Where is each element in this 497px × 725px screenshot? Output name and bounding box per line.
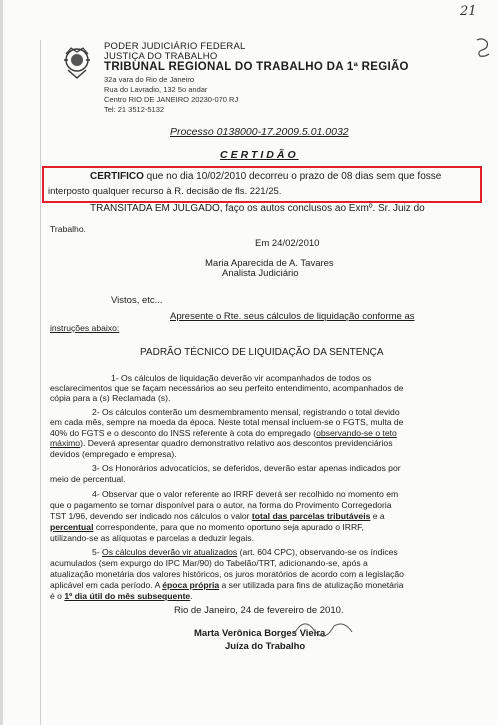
signature-scribble <box>290 612 360 642</box>
header-tribunal: TRIBUNAL REGIONAL DO TRABALHO DA 1ª REGIÃO <box>104 61 409 73</box>
item4-total-tributaveis: total das parcelas tributáveis <box>251 511 371 521</box>
date-line: Em 24/02/2010 <box>255 238 320 249</box>
item5-line5 <box>50 591 193 601</box>
coat-of-arms-emblem <box>62 44 92 80</box>
item5-line4-end: a ser utilizada para fins de atulização monetária <box>219 580 404 590</box>
item2-line2: em cada mês, sempre na moeda da época. Neste total mensal incluem-se o FGTS, multa de <box>50 417 404 427</box>
item3-line2: meio de percentual. <box>50 474 126 484</box>
header-tel: Tel: 21 3512-5132 <box>104 105 165 114</box>
item4-line2: que o pagamento se tornar disponível para o autor, na forma do Provimento Corregedoria <box>50 500 392 510</box>
apresente-line2: instruções abaixo: <box>50 323 120 333</box>
item2-maximo: máximo <box>50 438 81 448</box>
item2-line1: 2- Os cálculos conterão um desmembramento mensal, registrando o total devido <box>92 407 400 417</box>
certifico-line1-text: que no dia 10/02/2010 decorreu o prazo de 08 dias sem que fosse <box>146 171 442 182</box>
header-vara: 32a vara do Rio de Janeiro <box>104 75 195 84</box>
handwritten-page-number: 21 <box>460 4 477 19</box>
handwritten-mark <box>474 36 492 58</box>
item2-line4 <box>50 438 393 448</box>
item4-line4-text: correspondente, para que no momento oportuno seja apurado o IRRF, <box>93 522 364 532</box>
item5-atualizados: Os cálculos deverão vir atualizados <box>102 547 238 557</box>
apresente-line1: Apresente o Rte. seus cálculos de liquidação conforme as <box>170 311 415 322</box>
header-poder: PODER JUDICIÁRIO FEDERAL <box>104 41 246 52</box>
closing-date: Rio de Janeiro, 24 de fevereiro de 2010. <box>174 605 344 616</box>
signer1-name: Maria Aparecida de A. Tavares <box>205 258 334 269</box>
item5-line4 <box>50 580 404 590</box>
judge-name: Marta Verônica Borges Vieira <box>194 628 326 639</box>
item5-primeiro-dia: 1º dia útil do mês subsequente <box>64 591 191 601</box>
signer1-role: Analista Judiciário <box>222 268 299 279</box>
item4-line4 <box>50 522 364 532</box>
item1-line3: cópia para a (s) Reclamada (s). <box>50 393 171 403</box>
item4-line1: 4- Observar que o valor referente ao IRRF deverá ser recolhido no momento em <box>92 489 399 499</box>
header-rua: Rua do Lavradio, 132 5o andar <box>104 85 208 94</box>
item4-line3-end: e a <box>370 511 385 521</box>
certidao-title: CERTIDÃO <box>220 149 299 161</box>
item5-line2: acumulados (sem expurgo do IPC Mar/90) do Tabelão/TRT, adicionando-se, após a <box>50 558 368 568</box>
margin-line <box>40 40 41 725</box>
page-edge-shadow <box>0 0 3 725</box>
item2-line4-text: ). Deverá apresentar quadro demonstrativo relativo aos descontos previdenciários <box>80 438 393 448</box>
item3-line1: 3- Os Honorários advocatícios, se deferidos, deverão estar apenas indicados por <box>92 463 401 473</box>
item4-percentual: percentual <box>50 522 94 532</box>
item5-line5-text: é o <box>50 591 65 601</box>
item5-line3: atualização monetária dos valores históricos, os juros moratórios de acordo com a legislação <box>50 569 404 579</box>
item2-teto: observando-se o teto <box>316 428 397 438</box>
item1-line1: 1- Os cálculos de liquidação deverão vir acompanhados de todos os <box>111 373 372 383</box>
transitada-line: TRANSITADA EM JULGADO, faço os autos conclusos ao Exmº. Sr. Juiz do <box>90 203 425 214</box>
trabalho-line: Trabalho. <box>50 224 86 234</box>
item1-line2: esclarecimentos que se façam necessários ao seu perfeito entendimento, acompanhados de <box>50 383 404 393</box>
item4-line5: utilizando-se as alíquotas e parcelas a deduzir legais. <box>50 533 254 543</box>
item4-line3-text: TST 1/96, devendo ser indicado nos cálculos o valor <box>50 511 252 521</box>
processo-number: Processo 0138000-17.2009.5.01.0032 <box>170 126 349 138</box>
item2-line3-text: 40% do FGTS e o desconto do INSS referente à cota do empregado ( <box>50 428 317 438</box>
certifico-line2: interposto qualquer recurso à R. decisão de fls. 221/25. <box>48 186 282 197</box>
item5-line4-text: aplicável em cada período. A <box>50 580 163 590</box>
vistos-line: Vistos, etc... <box>111 295 163 306</box>
item4-line3 <box>50 511 385 521</box>
header-justica: JUSTIÇA DO TRABALHO <box>104 51 218 62</box>
padrao-title: PADRÃO TÉCNICO DE LIQUIDAÇÃO DA SENTENÇA <box>140 347 384 358</box>
item5-line5-end: . <box>190 591 193 601</box>
item5-num: 5- <box>92 547 103 557</box>
item5-line1 <box>92 547 398 557</box>
certifico-word: CERTIFICO <box>90 171 144 182</box>
certifico-line1 <box>90 171 441 182</box>
item2-line3 <box>50 428 397 438</box>
header-centro: Centro RIO DE JANEIRO 20230-070 RJ <box>104 95 239 104</box>
item5-line1-text: (art. 604 CPC), observando-se os índices <box>237 547 398 557</box>
item2-line5: devidos (empregado e empresa). <box>50 449 177 459</box>
item5-epoca-propria: época própria <box>162 580 220 590</box>
judge-role: Juíza do Trabalho <box>225 641 306 652</box>
